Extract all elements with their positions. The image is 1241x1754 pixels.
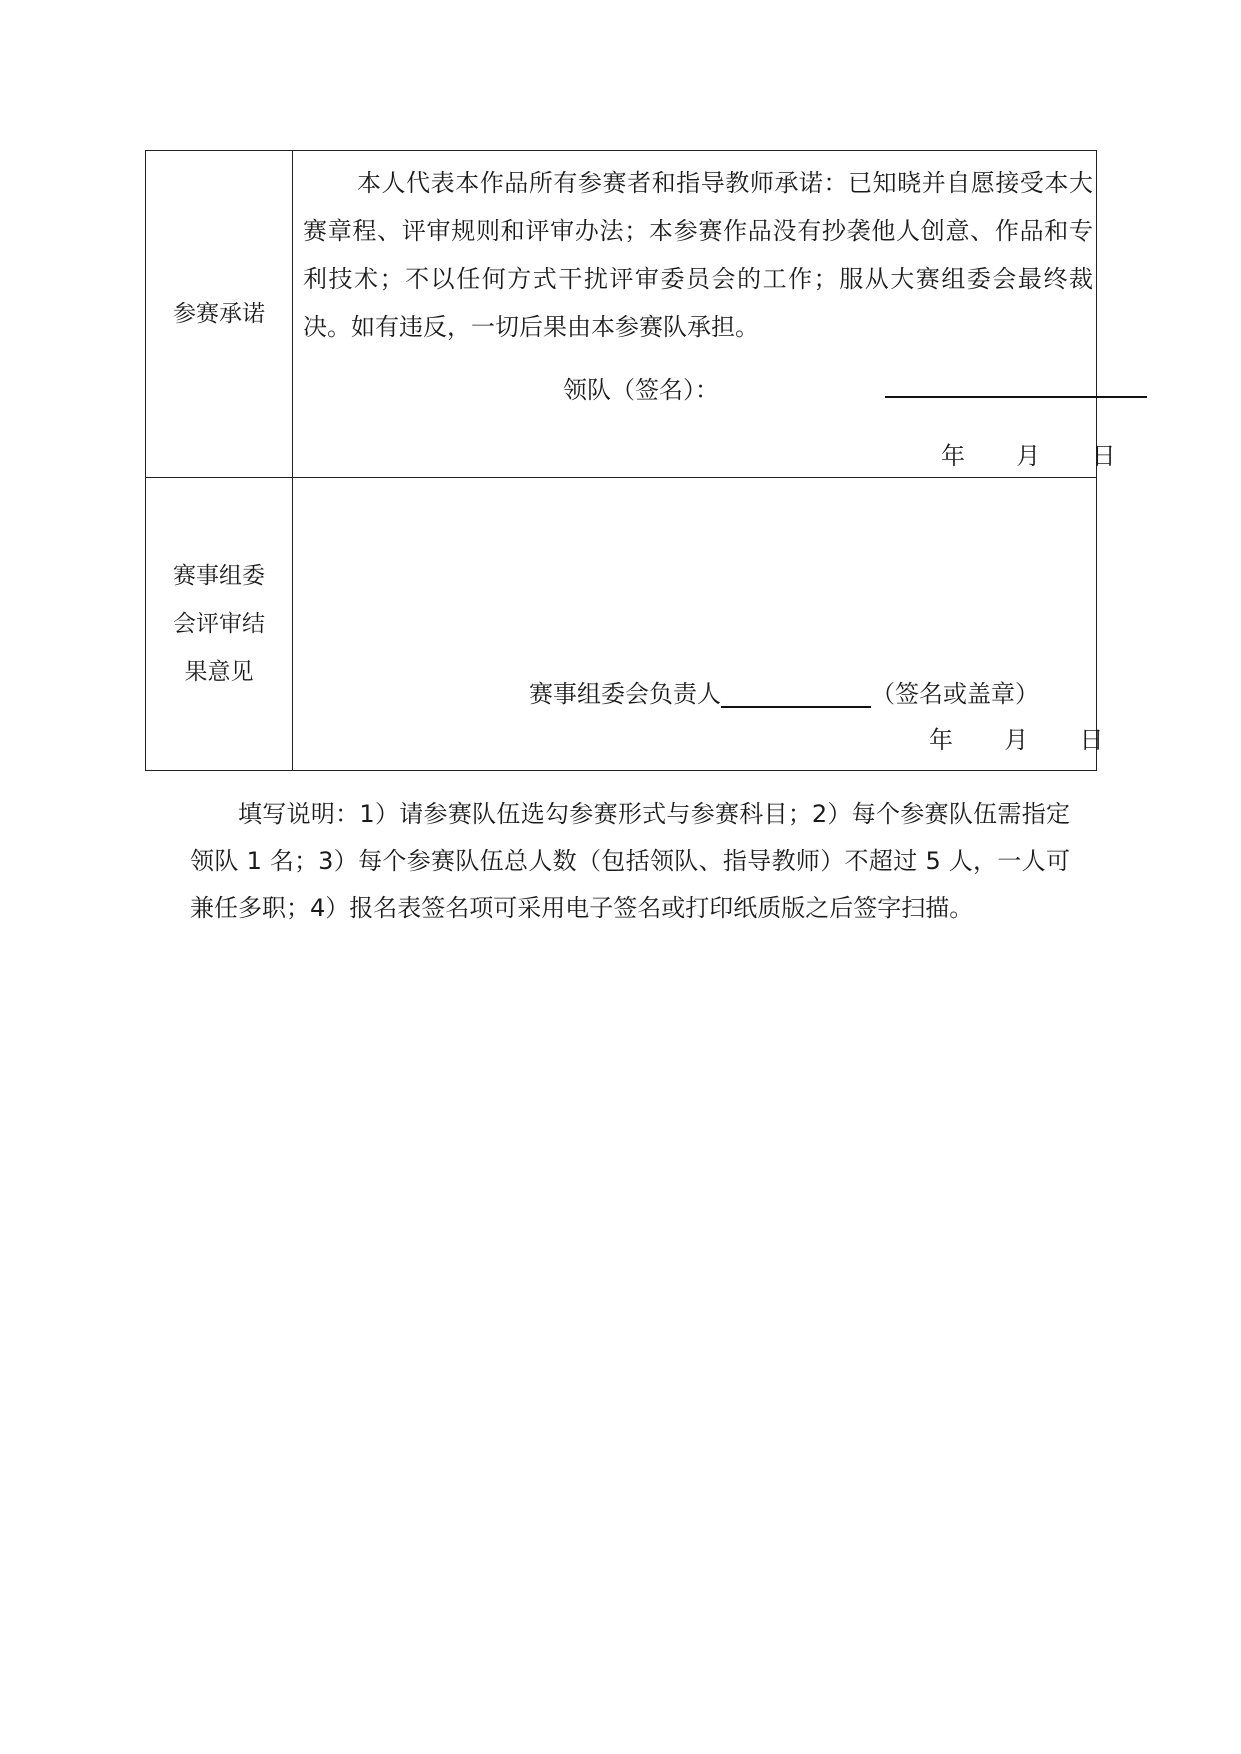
review-label-line-3: 果意见: [184, 659, 254, 685]
leader-signature-line: [293, 370, 1096, 410]
pledge-row: [146, 151, 1097, 478]
review-date-year: 年: [929, 726, 953, 754]
pledge-date-day: 日: [1091, 442, 1116, 470]
review-date-day: 日: [1079, 726, 1104, 754]
review-signature-field[interactable]: [721, 678, 871, 708]
review-signature-label: 赛事组委会负责人: [529, 680, 721, 708]
pledge-date-year: 年: [941, 442, 965, 470]
pledge-label-cell: [146, 151, 293, 478]
review-body: [293, 478, 1104, 770]
review-signature-suffix: （签名或盖章）: [871, 680, 1039, 708]
pledge-body: [293, 151, 1116, 477]
leader-signature-label: 领队（签名）：: [563, 376, 719, 404]
review-row: [146, 478, 1097, 771]
review-label-line-1: 赛事组委: [173, 563, 265, 589]
pledge-date-month: 月: [1016, 442, 1041, 470]
pledge-label: 参赛承诺: [173, 301, 265, 327]
review-label-cell: [146, 478, 293, 771]
review-date-month: 月: [1004, 726, 1029, 754]
review-date: [929, 722, 1104, 758]
leader-signature-field[interactable]: [885, 396, 1147, 398]
pledge-statement: 本人代表本作品所有参赛者和指导教师承诺：已知晓并自愿接受本大赛章程、评审规则和评审办法；本参赛作品没有抄袭他人创意、作品和专利技术；不以任何方式干扰评审委员会的工作；服从大赛组委会最终裁决。如有违反，一切后果由本参赛队承担。: [303, 169, 1093, 341]
registration-form-table: [145, 150, 1116, 771]
review-label-line-2: 会评审结: [173, 611, 265, 637]
review-signature-line: [529, 674, 1039, 714]
pledge-date: [941, 438, 1116, 474]
review-content-cell: [293, 478, 1104, 771]
pledge-content-cell: [293, 151, 1116, 478]
filling-instructions: 填写说明：1）请参赛队伍选勾参赛形式与参赛科目；2）每个参赛队伍需指定领队 1 名；3）每个参赛队伍总人数（包括领队、指导教师）不超过 5 人，一人可兼任多职；4）报名表签名项可采用电子签名或打印纸质版之后签字扫描。: [190, 800, 1070, 922]
